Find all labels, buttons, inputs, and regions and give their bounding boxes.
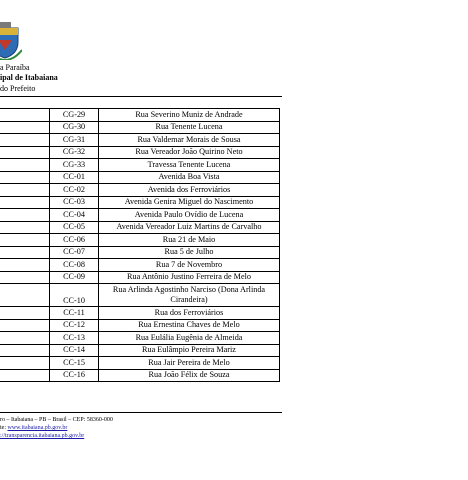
street-name-cell: Rua 21 de Maio [99, 234, 280, 247]
street-code-cell: CC-06 [50, 234, 99, 247]
table-row [0, 171, 280, 184]
table-cell-blank [0, 209, 50, 222]
street-name-cell: Rua Ernestina Chaves de Melo [99, 319, 280, 332]
footer-site-line [0, 425, 67, 432]
street-name-cell: Avenida Boa Vista [99, 171, 280, 184]
table-row [0, 184, 280, 197]
street-name-cell: Rua Vereador João Quirino Neto [99, 146, 280, 159]
table-row [0, 259, 280, 272]
street-name-cell: Rua Severino Muniz de Andrade [99, 109, 280, 122]
street-name-cell: Rua 7 de Novembro [99, 259, 280, 272]
header-office-line: do Prefeito [0, 84, 36, 93]
table-cell-blank [0, 259, 50, 272]
street-name-cell: Rua Eulália Eugênia de Almeida [99, 332, 280, 345]
table-cell-blank [0, 221, 50, 234]
table-row [0, 357, 280, 370]
table-cell-blank [0, 121, 50, 134]
street-name-cell: Avenida Paulo Ovídio de Lucena [99, 209, 280, 222]
table-row [0, 234, 280, 247]
street-name-cell: Rua dos Ferroviários [99, 307, 280, 320]
street-code-cell: CC-07 [50, 246, 99, 259]
street-code-cell: CC-08 [50, 259, 99, 272]
table-cell-blank [0, 184, 50, 197]
header-divider [0, 96, 282, 97]
street-code-cell: CC-03 [50, 196, 99, 209]
street-name-cell: Rua Antônio Justino Ferreira de Melo [99, 271, 280, 284]
table-row [0, 121, 280, 134]
table-row [0, 271, 280, 284]
street-code-cell: CC-13 [50, 332, 99, 345]
table-row [0, 209, 280, 222]
footer-transparency-link[interactable]: ://transparencia.itabaiana.pb.gov.br [0, 433, 85, 439]
street-code-cell: CG-30 [50, 121, 99, 134]
street-name-cell: Rua Tenente Lucena [99, 121, 280, 134]
street-name-cell: Travessa Tenente Lucena [99, 159, 280, 172]
table-row [0, 159, 280, 172]
street-code-cell: CC-09 [50, 271, 99, 284]
footer-divider [0, 412, 282, 413]
street-name-cell: Rua Eulâmpio Pereira Mariz [99, 344, 280, 357]
header-state-line: a Paraíba [0, 63, 30, 72]
street-code-cell: CC-12 [50, 319, 99, 332]
street-code-cell: CC-05 [50, 221, 99, 234]
table-cell-blank [0, 284, 50, 307]
street-code-cell: CG-33 [50, 159, 99, 172]
street-name-cell: Rua João Félix de Souza [99, 369, 280, 382]
table-cell-blank [0, 171, 50, 184]
street-code-cell: CC-02 [50, 184, 99, 197]
table-cell-blank [0, 109, 50, 122]
table-cell-blank [0, 307, 50, 320]
table-row [0, 332, 280, 345]
footer-site-link[interactable]: www.itabaiana.pb.gov.br [7, 425, 68, 431]
street-name-cell: Rua Jair Pereira de Melo [99, 357, 280, 370]
footer-transparency-line [0, 433, 84, 440]
table-cell-blank [0, 146, 50, 159]
table-row [0, 284, 280, 307]
table-row [0, 307, 280, 320]
footer-site-label: te: [0, 425, 8, 431]
street-code-cell: CG-32 [50, 146, 99, 159]
table-row [0, 196, 280, 209]
table-row [0, 109, 280, 122]
footer-address: ro – Itabaiana – PB – Brasil – CEP: 58360-000 [0, 417, 113, 423]
street-name-cell: Avenida Genira Miguel do Nascimento [99, 196, 280, 209]
table-row [0, 369, 280, 382]
table-cell-blank [0, 159, 50, 172]
municipal-coat-of-arms-icon [0, 20, 22, 60]
street-code-table [0, 108, 280, 382]
table-cell-blank [0, 234, 50, 247]
table-cell-blank [0, 271, 50, 284]
table-cell-blank [0, 332, 50, 345]
table-cell-blank [0, 344, 50, 357]
table-cell-blank [0, 134, 50, 147]
table-cell-blank [0, 196, 50, 209]
street-code-cell: CC-04 [50, 209, 99, 222]
street-code-cell: CC-11 [50, 307, 99, 320]
street-code-cell: CC-10 [50, 284, 99, 307]
table-row [0, 134, 280, 147]
street-code-cell: CG-31 [50, 134, 99, 147]
street-code-cell: CG-29 [50, 109, 99, 122]
table-cell-blank [0, 319, 50, 332]
street-code-cell: CC-14 [50, 344, 99, 357]
street-name-cell: Rua Valdemar Morais de Sousa [99, 134, 280, 147]
street-name-cell: Avenida Vereador Luiz Martins de Carvalho [99, 221, 280, 234]
street-name-cell: Rua 5 de Julho [99, 246, 280, 259]
table-row [0, 246, 280, 259]
table-cell-blank [0, 246, 50, 259]
header-municipality-line: ipal de Itabaiana [0, 73, 58, 82]
table-row [0, 319, 280, 332]
table-cell-blank [0, 357, 50, 370]
street-code-cell: CC-16 [50, 369, 99, 382]
table-row [0, 221, 280, 234]
table-row [0, 344, 280, 357]
street-code-cell: CC-01 [50, 171, 99, 184]
street-code-cell: CC-15 [50, 357, 99, 370]
street-name-cell: Avenida dos Ferroviários [99, 184, 280, 197]
table-cell-blank [0, 369, 50, 382]
street-name-cell: Rua Arlinda Agostinho Narciso (Dona Arlinda Cirandeira) [99, 284, 280, 307]
table-row [0, 146, 280, 159]
